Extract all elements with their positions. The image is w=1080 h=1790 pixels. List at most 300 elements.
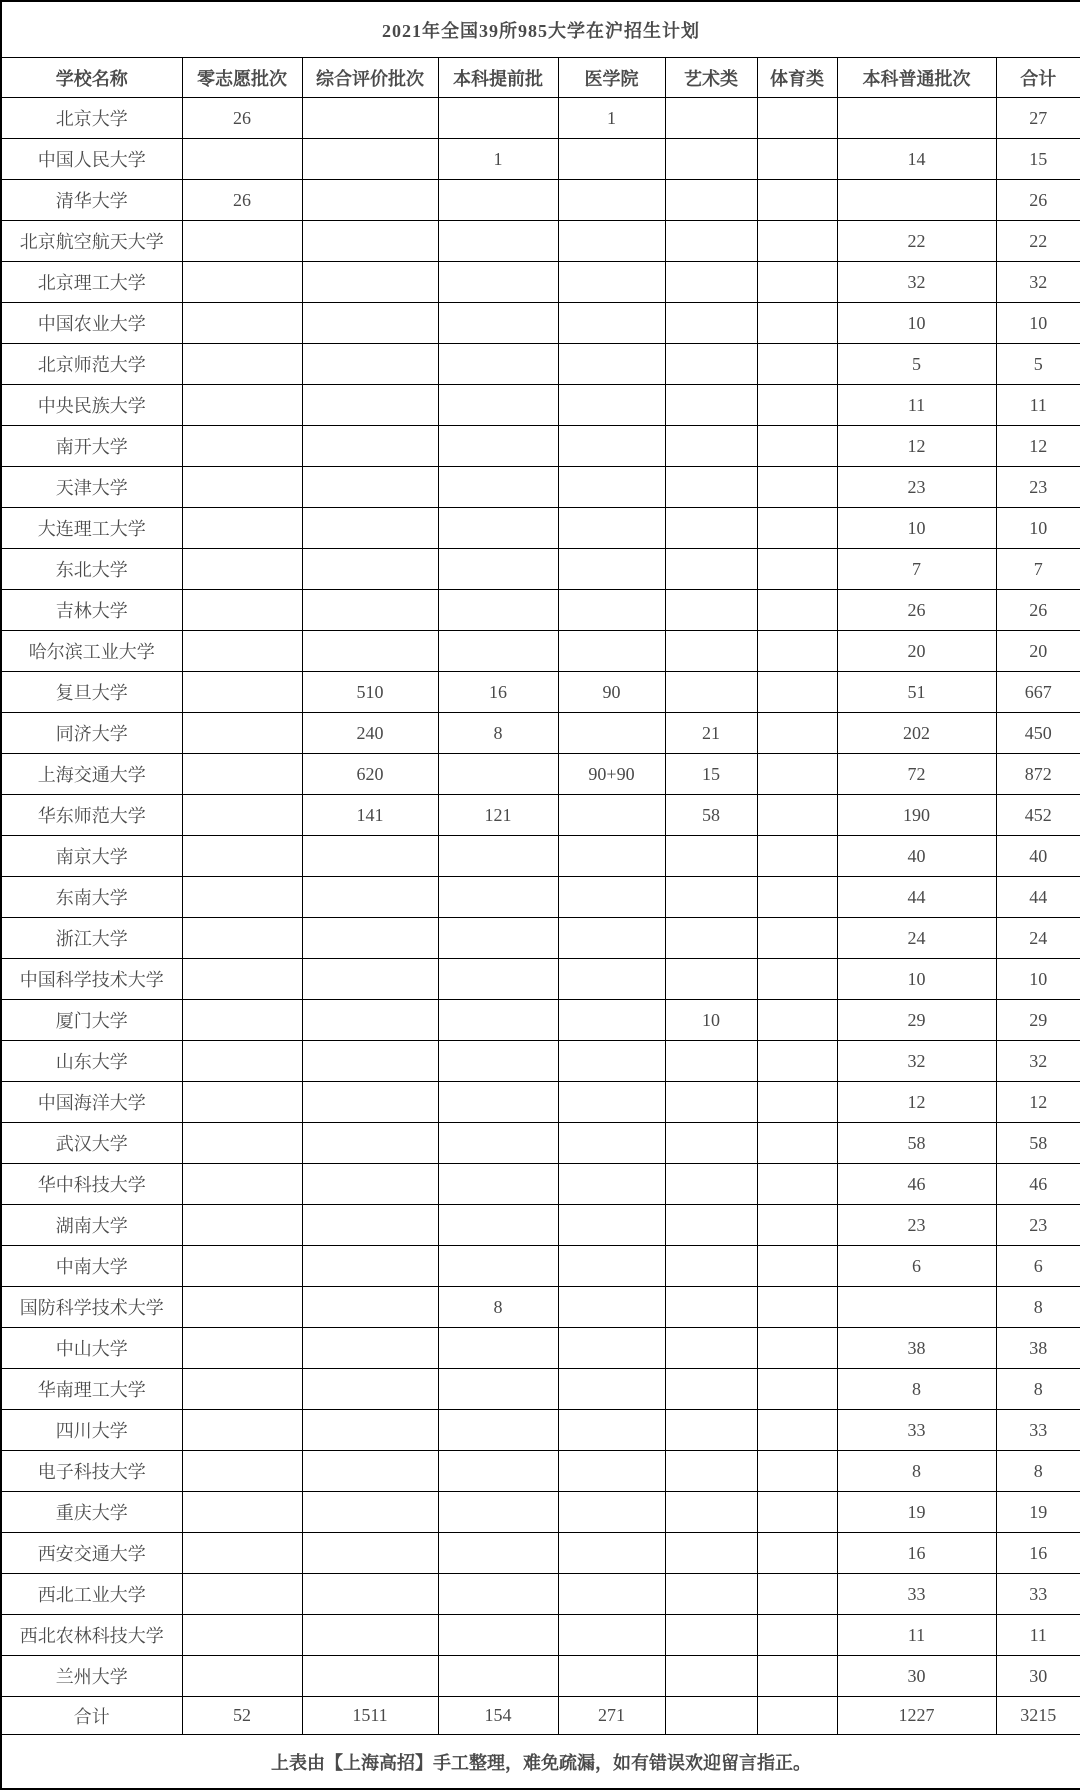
value-cell bbox=[558, 1123, 665, 1164]
value-cell bbox=[558, 1041, 665, 1082]
value-cell bbox=[665, 508, 757, 549]
value-cell bbox=[665, 1123, 757, 1164]
table-row bbox=[1, 590, 1080, 631]
value-cell bbox=[302, 1533, 438, 1574]
column-header-6: 体育类 bbox=[757, 58, 837, 98]
value-cell bbox=[665, 1574, 757, 1615]
value-cell bbox=[302, 139, 438, 180]
school-name-cell: 中山大学 bbox=[1, 1328, 182, 1369]
table-row bbox=[1, 1246, 1080, 1287]
value-cell bbox=[757, 508, 837, 549]
value-cell: 24 bbox=[837, 918, 996, 959]
value-cell bbox=[182, 1369, 302, 1410]
value-cell bbox=[757, 918, 837, 959]
column-header-5: 艺术类 bbox=[665, 58, 757, 98]
table-row bbox=[1, 1492, 1080, 1533]
value-cell bbox=[558, 795, 665, 836]
value-cell bbox=[438, 959, 558, 1000]
table-body bbox=[1, 98, 1080, 1697]
school-name-cell: 中国人民大学 bbox=[1, 139, 182, 180]
value-cell bbox=[558, 426, 665, 467]
value-cell: 5 bbox=[837, 344, 996, 385]
value-cell: 620 bbox=[302, 754, 438, 795]
value-cell bbox=[558, 590, 665, 631]
value-cell: 10 bbox=[837, 508, 996, 549]
value-cell: 8 bbox=[996, 1369, 1080, 1410]
value-cell bbox=[757, 713, 837, 754]
table-row bbox=[1, 385, 1080, 426]
value-cell bbox=[438, 98, 558, 139]
total-value-cell: 1227 bbox=[837, 1697, 996, 1735]
table-row bbox=[1, 631, 1080, 672]
value-cell: 12 bbox=[996, 1082, 1080, 1123]
value-cell bbox=[438, 918, 558, 959]
value-cell bbox=[757, 1287, 837, 1328]
value-cell bbox=[438, 1615, 558, 1656]
value-cell bbox=[182, 1656, 302, 1697]
value-cell bbox=[558, 631, 665, 672]
value-cell bbox=[757, 1041, 837, 1082]
value-cell: 16 bbox=[438, 672, 558, 713]
value-cell bbox=[302, 590, 438, 631]
school-name-cell: 北京师范大学 bbox=[1, 344, 182, 385]
value-cell bbox=[757, 1164, 837, 1205]
school-name-cell: 国防科学技术大学 bbox=[1, 1287, 182, 1328]
value-cell bbox=[182, 1164, 302, 1205]
value-cell bbox=[665, 1205, 757, 1246]
total-value-cell: 1511 bbox=[302, 1697, 438, 1735]
value-cell: 32 bbox=[837, 1041, 996, 1082]
value-cell bbox=[302, 877, 438, 918]
value-cell: 10 bbox=[996, 959, 1080, 1000]
value-cell bbox=[665, 631, 757, 672]
value-cell bbox=[665, 385, 757, 426]
value-cell bbox=[757, 1369, 837, 1410]
school-name-cell: 南京大学 bbox=[1, 836, 182, 877]
table-row bbox=[1, 1164, 1080, 1205]
value-cell bbox=[665, 1328, 757, 1369]
table-row bbox=[1, 713, 1080, 754]
school-name-cell: 北京航空航天大学 bbox=[1, 221, 182, 262]
value-cell bbox=[182, 344, 302, 385]
value-cell bbox=[438, 1000, 558, 1041]
total-label-cell: 合计 bbox=[1, 1697, 182, 1735]
value-cell: 11 bbox=[837, 1615, 996, 1656]
value-cell bbox=[438, 1082, 558, 1123]
value-cell bbox=[438, 385, 558, 426]
table-row bbox=[1, 877, 1080, 918]
value-cell bbox=[757, 1328, 837, 1369]
value-cell: 40 bbox=[996, 836, 1080, 877]
value-cell bbox=[558, 508, 665, 549]
total-value-cell: 52 bbox=[182, 1697, 302, 1735]
value-cell bbox=[182, 754, 302, 795]
value-cell: 26 bbox=[182, 98, 302, 139]
value-cell bbox=[558, 1246, 665, 1287]
value-cell: 46 bbox=[837, 1164, 996, 1205]
value-cell bbox=[302, 1164, 438, 1205]
value-cell: 11 bbox=[837, 385, 996, 426]
value-cell bbox=[438, 344, 558, 385]
value-cell bbox=[757, 467, 837, 508]
value-cell: 29 bbox=[837, 1000, 996, 1041]
table-row bbox=[1, 1656, 1080, 1697]
value-cell bbox=[757, 1246, 837, 1287]
value-cell bbox=[438, 1205, 558, 1246]
value-cell bbox=[665, 1533, 757, 1574]
value-cell bbox=[438, 1246, 558, 1287]
value-cell: 1 bbox=[558, 98, 665, 139]
value-cell bbox=[558, 1000, 665, 1041]
school-name-cell: 南开大学 bbox=[1, 426, 182, 467]
value-cell bbox=[665, 98, 757, 139]
value-cell bbox=[757, 1205, 837, 1246]
value-cell bbox=[757, 1451, 837, 1492]
school-name-cell: 中国科学技术大学 bbox=[1, 959, 182, 1000]
value-cell bbox=[837, 1287, 996, 1328]
value-cell bbox=[757, 180, 837, 221]
school-name-cell: 中央民族大学 bbox=[1, 385, 182, 426]
value-cell bbox=[302, 262, 438, 303]
value-cell bbox=[558, 1205, 665, 1246]
value-cell: 22 bbox=[837, 221, 996, 262]
value-cell bbox=[757, 426, 837, 467]
value-cell bbox=[665, 590, 757, 631]
value-cell bbox=[558, 221, 665, 262]
school-name-cell: 兰州大学 bbox=[1, 1656, 182, 1697]
value-cell bbox=[438, 1123, 558, 1164]
value-cell bbox=[665, 262, 757, 303]
value-cell: 21 bbox=[665, 713, 757, 754]
school-name-cell: 东南大学 bbox=[1, 877, 182, 918]
table-row bbox=[1, 1000, 1080, 1041]
value-cell: 26 bbox=[182, 180, 302, 221]
total-value-cell: 154 bbox=[438, 1697, 558, 1735]
school-name-cell: 中国海洋大学 bbox=[1, 1082, 182, 1123]
value-cell bbox=[438, 1410, 558, 1451]
table-row bbox=[1, 262, 1080, 303]
value-cell bbox=[438, 590, 558, 631]
value-cell bbox=[558, 344, 665, 385]
value-cell bbox=[757, 590, 837, 631]
value-cell bbox=[182, 426, 302, 467]
value-cell bbox=[182, 1492, 302, 1533]
value-cell: 10 bbox=[996, 508, 1080, 549]
value-cell bbox=[302, 1492, 438, 1533]
value-cell bbox=[665, 303, 757, 344]
value-cell bbox=[438, 262, 558, 303]
value-cell bbox=[757, 1123, 837, 1164]
footer-note: 上表由【上海高招】手工整理，难免疏漏，如有错误欢迎留言指正。 bbox=[1, 1735, 1080, 1790]
value-cell: 10 bbox=[837, 303, 996, 344]
value-cell: 26 bbox=[837, 590, 996, 631]
value-cell bbox=[757, 1615, 837, 1656]
value-cell bbox=[182, 1410, 302, 1451]
value-cell bbox=[438, 1164, 558, 1205]
value-cell bbox=[665, 1041, 757, 1082]
value-cell bbox=[182, 549, 302, 590]
school-name-cell: 中南大学 bbox=[1, 1246, 182, 1287]
value-cell bbox=[302, 1451, 438, 1492]
school-name-cell: 复旦大学 bbox=[1, 672, 182, 713]
value-cell bbox=[665, 549, 757, 590]
table-row bbox=[1, 1041, 1080, 1082]
value-cell: 10 bbox=[837, 959, 996, 1000]
value-cell bbox=[302, 1205, 438, 1246]
table-row bbox=[1, 1205, 1080, 1246]
value-cell: 29 bbox=[996, 1000, 1080, 1041]
school-name-cell: 华东师范大学 bbox=[1, 795, 182, 836]
value-cell bbox=[182, 631, 302, 672]
value-cell bbox=[302, 221, 438, 262]
value-cell: 58 bbox=[665, 795, 757, 836]
school-name-cell: 厦门大学 bbox=[1, 1000, 182, 1041]
column-header-7: 本科普通批次 bbox=[837, 58, 996, 98]
value-cell: 20 bbox=[837, 631, 996, 672]
value-cell bbox=[558, 1410, 665, 1451]
school-name-cell: 浙江大学 bbox=[1, 918, 182, 959]
value-cell bbox=[438, 1574, 558, 1615]
value-cell bbox=[558, 1369, 665, 1410]
value-cell: 32 bbox=[996, 262, 1080, 303]
school-name-cell: 天津大学 bbox=[1, 467, 182, 508]
value-cell bbox=[182, 918, 302, 959]
value-cell bbox=[558, 1656, 665, 1697]
value-cell bbox=[182, 1328, 302, 1369]
table-row bbox=[1, 180, 1080, 221]
value-cell bbox=[438, 631, 558, 672]
value-cell: 5 bbox=[996, 344, 1080, 385]
value-cell bbox=[182, 1451, 302, 1492]
value-cell bbox=[558, 1164, 665, 1205]
value-cell bbox=[438, 221, 558, 262]
value-cell bbox=[665, 1369, 757, 1410]
value-cell bbox=[558, 139, 665, 180]
column-header-8: 合计 bbox=[996, 58, 1080, 98]
value-cell: 12 bbox=[837, 1082, 996, 1123]
value-cell bbox=[438, 426, 558, 467]
value-cell: 26 bbox=[996, 590, 1080, 631]
value-cell bbox=[558, 385, 665, 426]
value-cell bbox=[558, 1533, 665, 1574]
value-cell bbox=[182, 508, 302, 549]
value-cell bbox=[302, 1615, 438, 1656]
value-cell: 44 bbox=[837, 877, 996, 918]
table-row bbox=[1, 139, 1080, 180]
value-cell: 15 bbox=[996, 139, 1080, 180]
value-cell bbox=[182, 1041, 302, 1082]
value-cell bbox=[182, 1533, 302, 1574]
school-name-cell: 清华大学 bbox=[1, 180, 182, 221]
value-cell bbox=[665, 1656, 757, 1697]
value-cell: 667 bbox=[996, 672, 1080, 713]
value-cell bbox=[302, 1000, 438, 1041]
value-cell: 32 bbox=[996, 1041, 1080, 1082]
value-cell bbox=[438, 1656, 558, 1697]
total-value-cell bbox=[757, 1697, 837, 1735]
value-cell: 90+90 bbox=[558, 754, 665, 795]
value-cell bbox=[665, 836, 757, 877]
value-cell: 8 bbox=[438, 1287, 558, 1328]
value-cell bbox=[665, 180, 757, 221]
column-header-1: 零志愿批次 bbox=[182, 58, 302, 98]
value-cell bbox=[558, 262, 665, 303]
value-cell bbox=[182, 139, 302, 180]
value-cell bbox=[182, 385, 302, 426]
value-cell bbox=[302, 467, 438, 508]
value-cell: 33 bbox=[996, 1574, 1080, 1615]
value-cell: 30 bbox=[837, 1656, 996, 1697]
school-name-cell: 北京大学 bbox=[1, 98, 182, 139]
value-cell: 33 bbox=[996, 1410, 1080, 1451]
table-row bbox=[1, 98, 1080, 139]
value-cell: 16 bbox=[996, 1533, 1080, 1574]
school-name-cell: 上海交通大学 bbox=[1, 754, 182, 795]
value-cell: 23 bbox=[837, 1205, 996, 1246]
header-row bbox=[1, 58, 1080, 98]
value-cell bbox=[182, 1287, 302, 1328]
value-cell: 15 bbox=[665, 754, 757, 795]
value-cell bbox=[665, 221, 757, 262]
value-cell bbox=[757, 1492, 837, 1533]
value-cell: 12 bbox=[996, 426, 1080, 467]
value-cell: 46 bbox=[996, 1164, 1080, 1205]
table-row bbox=[1, 918, 1080, 959]
value-cell: 240 bbox=[302, 713, 438, 754]
table-row bbox=[1, 795, 1080, 836]
value-cell bbox=[302, 98, 438, 139]
value-cell bbox=[757, 1082, 837, 1123]
value-cell: 8 bbox=[996, 1287, 1080, 1328]
table-row bbox=[1, 1451, 1080, 1492]
school-name-cell: 东北大学 bbox=[1, 549, 182, 590]
value-cell: 58 bbox=[996, 1123, 1080, 1164]
value-cell: 19 bbox=[837, 1492, 996, 1533]
value-cell: 38 bbox=[996, 1328, 1080, 1369]
school-name-cell: 重庆大学 bbox=[1, 1492, 182, 1533]
total-value-cell: 271 bbox=[558, 1697, 665, 1735]
value-cell: 16 bbox=[837, 1533, 996, 1574]
value-cell bbox=[438, 1492, 558, 1533]
value-cell bbox=[757, 959, 837, 1000]
value-cell bbox=[302, 426, 438, 467]
value-cell bbox=[558, 1082, 665, 1123]
value-cell bbox=[438, 1451, 558, 1492]
value-cell bbox=[438, 1369, 558, 1410]
value-cell bbox=[302, 1656, 438, 1697]
value-cell: 11 bbox=[996, 385, 1080, 426]
value-cell bbox=[438, 467, 558, 508]
value-cell bbox=[302, 303, 438, 344]
value-cell bbox=[757, 672, 837, 713]
value-cell: 30 bbox=[996, 1656, 1080, 1697]
school-name-cell: 西北工业大学 bbox=[1, 1574, 182, 1615]
value-cell bbox=[665, 1246, 757, 1287]
total-value-cell: 3215 bbox=[996, 1697, 1080, 1735]
value-cell bbox=[302, 385, 438, 426]
value-cell bbox=[182, 221, 302, 262]
value-cell bbox=[438, 1328, 558, 1369]
value-cell bbox=[302, 1246, 438, 1287]
value-cell: 452 bbox=[996, 795, 1080, 836]
value-cell: 141 bbox=[302, 795, 438, 836]
table-row bbox=[1, 426, 1080, 467]
table-row bbox=[1, 1328, 1080, 1369]
value-cell bbox=[558, 467, 665, 508]
school-name-cell: 北京理工大学 bbox=[1, 262, 182, 303]
value-cell: 32 bbox=[837, 262, 996, 303]
value-cell bbox=[665, 426, 757, 467]
school-name-cell: 湖南大学 bbox=[1, 1205, 182, 1246]
value-cell bbox=[302, 1369, 438, 1410]
value-cell: 450 bbox=[996, 713, 1080, 754]
column-header-3: 本科提前批 bbox=[438, 58, 558, 98]
value-cell bbox=[558, 1574, 665, 1615]
value-cell bbox=[665, 918, 757, 959]
value-cell bbox=[182, 795, 302, 836]
table-row bbox=[1, 672, 1080, 713]
value-cell bbox=[182, 1205, 302, 1246]
value-cell bbox=[182, 672, 302, 713]
value-cell: 33 bbox=[837, 1574, 996, 1615]
value-cell bbox=[302, 959, 438, 1000]
table-row bbox=[1, 467, 1080, 508]
school-name-cell: 中国农业大学 bbox=[1, 303, 182, 344]
total-value-cell bbox=[665, 1697, 757, 1735]
school-name-cell: 华南理工大学 bbox=[1, 1369, 182, 1410]
value-cell bbox=[665, 1615, 757, 1656]
table-row bbox=[1, 1082, 1080, 1123]
school-name-cell: 大连理工大学 bbox=[1, 508, 182, 549]
value-cell bbox=[302, 836, 438, 877]
value-cell: 40 bbox=[837, 836, 996, 877]
value-cell bbox=[182, 262, 302, 303]
value-cell bbox=[558, 959, 665, 1000]
value-cell bbox=[757, 139, 837, 180]
value-cell bbox=[665, 672, 757, 713]
table-row bbox=[1, 1574, 1080, 1615]
table-row bbox=[1, 1410, 1080, 1451]
value-cell: 8 bbox=[837, 1369, 996, 1410]
value-cell bbox=[438, 549, 558, 590]
value-cell bbox=[302, 1574, 438, 1615]
value-cell bbox=[757, 221, 837, 262]
value-cell bbox=[182, 1082, 302, 1123]
school-name-cell: 哈尔滨工业大学 bbox=[1, 631, 182, 672]
value-cell: 6 bbox=[837, 1246, 996, 1287]
value-cell bbox=[757, 98, 837, 139]
value-cell bbox=[757, 1574, 837, 1615]
value-cell bbox=[558, 1615, 665, 1656]
total-row bbox=[1, 1697, 1080, 1735]
value-cell: 51 bbox=[837, 672, 996, 713]
table-row bbox=[1, 754, 1080, 795]
value-cell: 8 bbox=[837, 1451, 996, 1492]
value-cell bbox=[665, 1410, 757, 1451]
value-cell: 24 bbox=[996, 918, 1080, 959]
value-cell bbox=[438, 754, 558, 795]
value-cell bbox=[665, 139, 757, 180]
value-cell bbox=[182, 959, 302, 1000]
value-cell bbox=[182, 590, 302, 631]
value-cell bbox=[757, 836, 837, 877]
value-cell bbox=[757, 754, 837, 795]
value-cell bbox=[438, 1533, 558, 1574]
value-cell bbox=[665, 344, 757, 385]
value-cell bbox=[182, 1123, 302, 1164]
value-cell bbox=[182, 467, 302, 508]
value-cell: 27 bbox=[996, 98, 1080, 139]
